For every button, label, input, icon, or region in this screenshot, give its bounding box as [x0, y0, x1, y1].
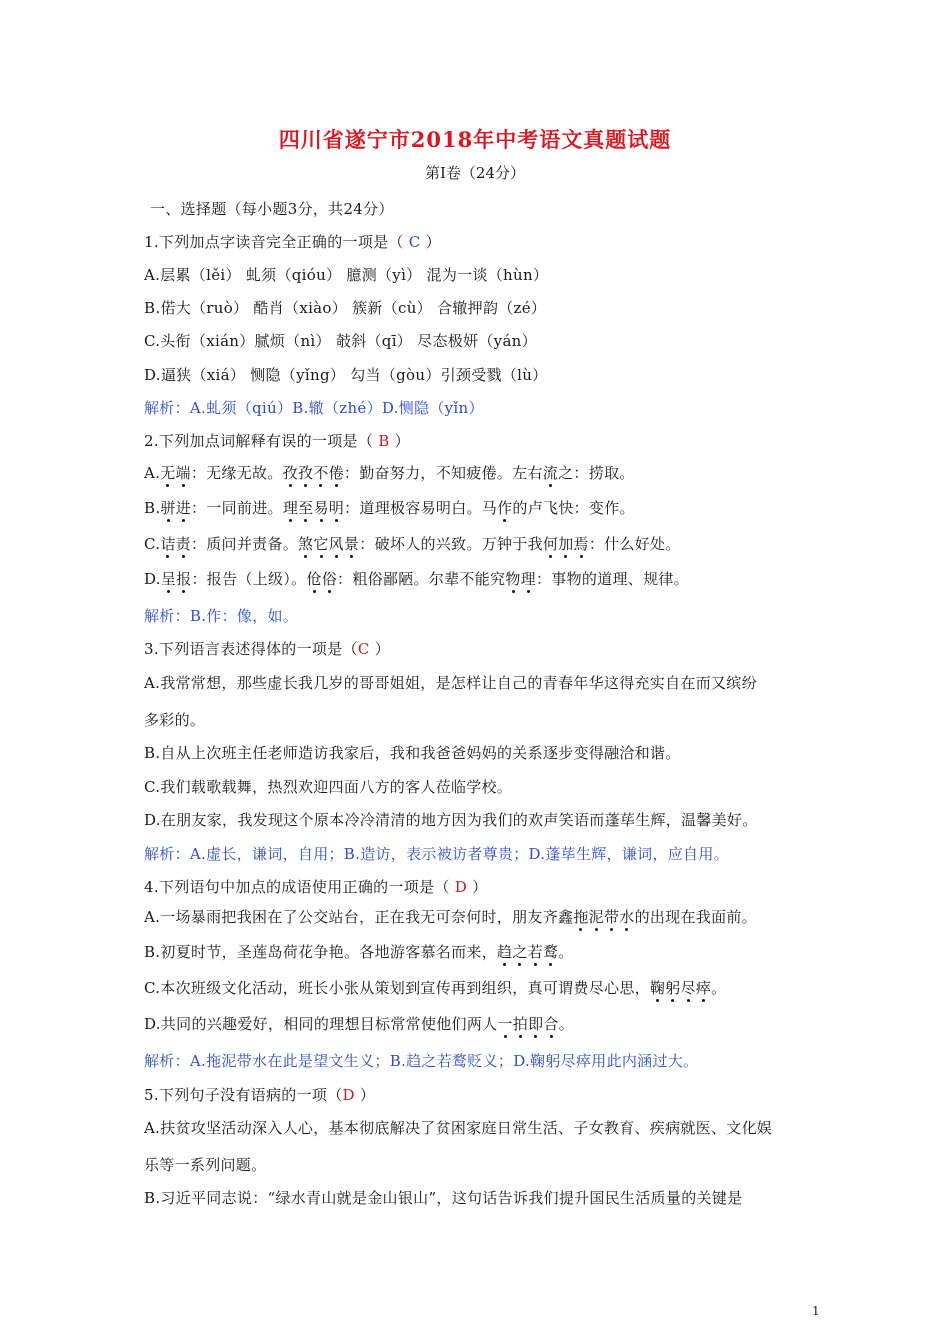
question-4-explanation: 解析：A.拖泥带水在此是望文生义；B.趋之若鹜贬义；D.鞠躬尽瘁用此内涵过大。	[144, 1052, 699, 1070]
question-3-option-c: C.我们载歌载舞，热烈欢迎四面八方的客人莅临学校。	[144, 778, 513, 796]
question-2-option-d: D.呈报：报告（上级）。伧俗：粗俗鄙陋。尔辈不能究物理：事物的道理、规律。	[144, 570, 689, 588]
question-1-answer: C	[408, 233, 421, 251]
question-5-option-a-line1: A.扶贫攻坚活动深入人心，基本彻底解决了贫困家庭日常生活、子女教育、疾病就医、文化娱	[144, 1119, 773, 1137]
question-5-stem: 5.下列句子没有语病的一项（D ）	[144, 1086, 376, 1104]
question-2-option-c: C.诘责：质问并责备。煞它风景：破坏人的兴致。万钟于我何加焉：什么好处。	[144, 535, 681, 553]
question-2-stem: 2.下列加点词解释有误的一项是（ B ）	[144, 432, 410, 450]
volume-heading: 第Ⅰ卷（24分）	[424, 164, 525, 182]
question-3-stem: 3.下列语言表述得体的一项是（C ）	[144, 640, 390, 658]
question-4-option-a: A.一场暴雨把我困在了公交站台，正在我无可奈何时，朋友齐鑫拖泥带水的出现在我面前。	[144, 908, 757, 926]
section-heading: 一、选择题（每小题3分，共24分）	[150, 200, 394, 218]
question-3-option-a-line1: A.我常常想，那些虚长我几岁的哥哥姐姐，是怎样让自己的青春年华这得充实自在而又缤纷	[144, 674, 757, 692]
question-2-option-a: A.无端：无缘无故。孜孜不倦：勤奋努力，不知疲倦。左右流之：捞取。	[144, 464, 635, 482]
question-5-option-b: B.习近平同志说：“绿水青山就是金山银山”，这句话告诉我们提升国民生活质量的关键是	[144, 1189, 743, 1207]
question-1-explanation: 解析：A.虬须（qiú）B.辙（zhé）D.恻隐（yǐn）	[144, 399, 484, 417]
document-title: 四川省遂宁市2018年中考语文真题试题	[278, 127, 672, 152]
question-1-option-c: C.头衔（xián）腻烦（nì） 攲斜（qī） 尽态极妍（yán）	[144, 332, 537, 350]
question-3-option-b: B.自从上次班主任老师造访我家后，我和我爸爸妈妈的关系逐步变得融洽和谐。	[144, 744, 681, 762]
question-3-option-a-line2: 多彩的。	[144, 711, 206, 729]
question-4-answer: D	[454, 878, 468, 896]
question-2-explanation: 解析：B.作：像，如。	[144, 607, 299, 625]
question-4-option-c: C.本次班级文化活动，班长小张从策划到宣传再到组织，真可谓费尽心思，鞠躬尽瘁。	[144, 979, 727, 997]
question-4-stem: 4.下列语句中加点的成语使用正确的一项是（ D ）	[144, 878, 488, 896]
question-2-answer: B	[378, 432, 390, 450]
question-2-option-b: B.骈进：一同前进。理至易明：道理极容易明白。马作的卢飞快：变作。	[144, 499, 635, 517]
question-4-option-d: D.共同的兴趣爱好，相同的理想目标常常使他们两人一拍即合。	[144, 1015, 575, 1033]
question-1-option-d: D.逼狭（xiá） 恻隐（yǐng） 勾当（gòu）引颈受戮（lù）	[144, 366, 548, 384]
question-3-answer: C	[357, 640, 370, 658]
question-3-explanation: 解析：A.虚长，谦词，自用；B.造访，表示被访者尊贵；D.蓬荜生辉，谦词，应自用。	[144, 845, 729, 863]
question-1-option-b: B.偌大（ruò） 酷肖（xiào） 簇新（cù） 合辙押韵（zé）	[144, 299, 547, 317]
page-number: 1	[812, 1304, 820, 1318]
question-1-option-a: A.层累（lěi） 虬须（qiόu） 臆测（yì） 混为一谈（hùn）	[144, 266, 549, 284]
question-3-option-d: D.在朋友家，我发现这个原本冷冷清清的地方因为我们的欢声笑语而蓬荜生辉，温馨美好。	[144, 811, 758, 829]
question-1-stem: 1.下列加点字读音完全正确的一项是（ C ）	[144, 233, 441, 251]
question-4-option-b: B.初夏时节，圣莲岛荷花争艳。各地游客慕名而来，趋之若鹜。	[144, 943, 574, 961]
question-5-answer: D	[342, 1086, 355, 1104]
question-5-option-a-line2: 乐等一系列问题。	[144, 1156, 267, 1174]
